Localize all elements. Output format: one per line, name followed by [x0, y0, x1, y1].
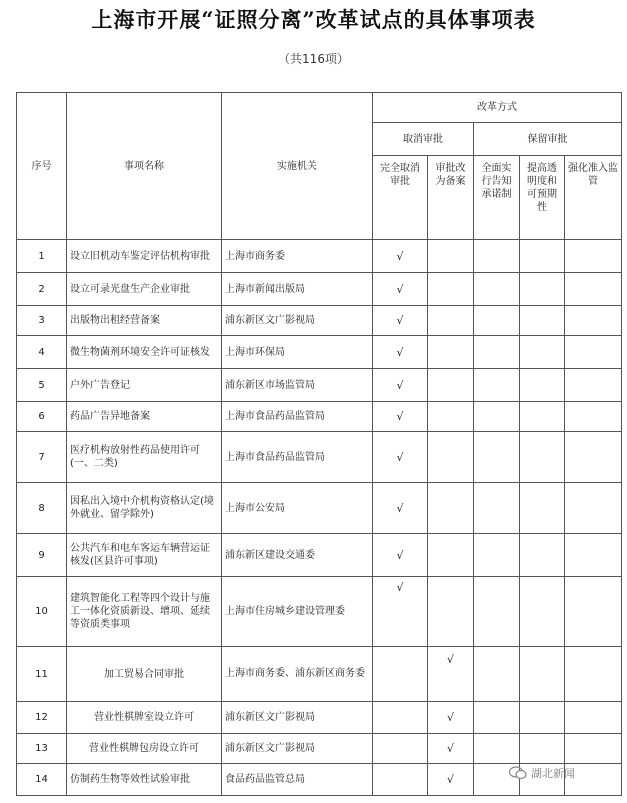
- row-mark-col-2: [428, 432, 474, 483]
- row-item-name: 药品广告异地备案: [67, 402, 222, 432]
- row-agency: 上海市新闻出版局: [222, 273, 373, 306]
- row-mark-col-2: √: [428, 734, 474, 764]
- row-mark-col-4: [520, 483, 565, 534]
- row-mark-col-3: [474, 336, 520, 369]
- row-mark-col-4: [520, 702, 565, 734]
- row-item-name: 医疗机构放射性药品使用许可(一、二类): [67, 432, 222, 483]
- table-row: [17, 483, 622, 534]
- row-mark-col-1: [373, 734, 428, 764]
- row-item-name: 营业性棋牌包房设立许可: [67, 734, 222, 764]
- row-mark-col-3: [474, 273, 520, 306]
- row-item-name: 户外广告登记: [67, 369, 222, 402]
- row-mark-col-5: [565, 534, 622, 577]
- row-mark-col-3: [474, 402, 520, 432]
- items-table: [16, 92, 622, 796]
- row-mark-col-1: √: [373, 432, 428, 483]
- row-mark-col-1: √: [373, 240, 428, 273]
- page-title: 上海市开展“证照分离”改革试点的具体事项表: [91, 7, 536, 32]
- row-item-name: 微生物菌剂环境安全许可证核发: [67, 336, 222, 369]
- row-index: 3: [17, 306, 67, 336]
- row-agency: 上海市食品药品监管局: [222, 432, 373, 483]
- row-item-name: 仿制药生物等效性试验审批: [67, 764, 222, 796]
- header-notify-commit: 全面实行告知承诺制: [474, 156, 520, 240]
- row-mark-col-2: [428, 336, 474, 369]
- header-access-supervision: 强化准入监管: [565, 156, 622, 240]
- row-mark-col-2: [428, 402, 474, 432]
- watermark: [509, 762, 575, 784]
- row-index: 11: [17, 647, 67, 702]
- row-mark-col-5: [565, 336, 622, 369]
- row-mark-col-1: √: [373, 369, 428, 402]
- row-index: 7: [17, 432, 67, 483]
- row-mark-col-3: [474, 534, 520, 577]
- row-mark-col-4: [520, 306, 565, 336]
- row-mark-col-1: √: [373, 483, 428, 534]
- header-to-record: 审批改为备案: [428, 156, 474, 240]
- header-name: 事项名称: [67, 93, 222, 240]
- watermark-text: 湖北新闻: [531, 767, 575, 780]
- header-index: 序号: [17, 93, 67, 240]
- table-row: [17, 402, 622, 432]
- row-mark-col-5: [565, 734, 622, 764]
- row-index: 14: [17, 764, 67, 796]
- row-index: 4: [17, 336, 67, 369]
- header-transparency: 提高透明度和可预期性: [520, 156, 565, 240]
- row-agency: 浦东新区市场监管局: [222, 369, 373, 402]
- table-row: [17, 734, 622, 764]
- row-agency: 上海市环保局: [222, 336, 373, 369]
- row-agency: 上海市公安局: [222, 483, 373, 534]
- row-item-name: 营业性棋牌室设立许可: [67, 702, 222, 734]
- row-mark-col-5: [565, 306, 622, 336]
- header-agency: 实施机关: [222, 93, 373, 240]
- row-mark-col-3: [474, 369, 520, 402]
- table-row: [17, 306, 622, 336]
- table-row: [17, 577, 622, 647]
- row-agency: 上海市食品药品监管局: [222, 402, 373, 432]
- row-index: 8: [17, 483, 67, 534]
- chat-bubble-icon: [509, 766, 527, 780]
- row-agency: 上海市商务委、浦东新区商务委: [222, 647, 373, 702]
- row-mark-col-4: [520, 336, 565, 369]
- row-mark-col-2: [428, 240, 474, 273]
- row-mark-col-3: [474, 577, 520, 647]
- row-item-name: 设立旧机动车鉴定评估机构审批: [67, 240, 222, 273]
- row-mark-col-3: [474, 306, 520, 336]
- row-mark-col-3: [474, 734, 520, 764]
- row-mark-col-2: [428, 273, 474, 306]
- row-mark-col-4: [520, 734, 565, 764]
- row-mark-col-5: [565, 240, 622, 273]
- row-agency: 浦东新区建设交通委: [222, 534, 373, 577]
- row-mark-col-5: [565, 483, 622, 534]
- row-item-name: 公共汽车和电车客运车辆营运证核发(区县许可事项): [67, 534, 222, 577]
- header-full-cancel: 完全取消审批: [373, 156, 428, 240]
- row-mark-col-4: [520, 432, 565, 483]
- row-index: 1: [17, 240, 67, 273]
- row-index: 9: [17, 534, 67, 577]
- table-row: [17, 369, 622, 402]
- row-mark-col-4: [520, 273, 565, 306]
- row-mark-col-5: [565, 432, 622, 483]
- header-cancel-group: 取消审批: [373, 123, 474, 156]
- row-agency: 上海市住房城乡建设管理委: [222, 577, 373, 647]
- row-mark-col-1: √: [373, 402, 428, 432]
- table-row: [17, 647, 622, 702]
- row-mark-col-3: [474, 432, 520, 483]
- row-mark-col-1: [373, 702, 428, 734]
- row-mark-col-5: [565, 402, 622, 432]
- row-agency: 浦东新区文广影视局: [222, 734, 373, 764]
- row-item-name: 设立可录光盘生产企业审批: [67, 273, 222, 306]
- row-mark-col-3: [474, 240, 520, 273]
- table-row: [17, 534, 622, 577]
- row-mark-col-3: [474, 702, 520, 734]
- row-mark-col-4: [520, 534, 565, 577]
- row-mark-col-5: [565, 369, 622, 402]
- row-mark-col-1: √: [373, 273, 428, 306]
- table-row: [17, 702, 622, 734]
- row-index: 6: [17, 402, 67, 432]
- row-agency: 食品药品监管总局: [222, 764, 373, 796]
- row-mark-col-5: [565, 273, 622, 306]
- row-index: 12: [17, 702, 67, 734]
- row-mark-col-1: √: [373, 577, 428, 647]
- row-mark-col-2: [428, 483, 474, 534]
- row-index: 5: [17, 369, 67, 402]
- row-mark-col-2: [428, 577, 474, 647]
- row-item-name: 加工贸易合同审批: [67, 647, 222, 702]
- row-mark-col-1: [373, 647, 428, 702]
- row-mark-col-5: [565, 577, 622, 647]
- row-mark-col-3: [474, 647, 520, 702]
- row-mark-col-4: [520, 369, 565, 402]
- row-mark-col-2: √: [428, 647, 474, 702]
- table-row: [17, 240, 622, 273]
- row-mark-col-1: √: [373, 534, 428, 577]
- row-mark-col-2: √: [428, 764, 474, 796]
- header-reform: 改革方式: [373, 93, 622, 123]
- row-index: 2: [17, 273, 67, 306]
- table-row: [17, 273, 622, 306]
- row-item-name: 出版物出租经营备案: [67, 306, 222, 336]
- row-agency: 上海市商务委: [222, 240, 373, 273]
- row-mark-col-5: [565, 702, 622, 734]
- row-mark-col-2: [428, 306, 474, 336]
- row-item-name: 建筑智能化工程等四个设计与施工一体化资质新设、增项、延续等资质类事项: [67, 577, 222, 647]
- table-row: [17, 336, 622, 369]
- row-mark-col-1: √: [373, 306, 428, 336]
- row-mark-col-4: [520, 240, 565, 273]
- row-mark-col-2: √: [428, 702, 474, 734]
- row-index: 10: [17, 577, 67, 647]
- row-mark-col-4: [520, 402, 565, 432]
- row-mark-col-3: [474, 483, 520, 534]
- header-keep-group: 保留审批: [474, 123, 622, 156]
- row-mark-col-2: [428, 534, 474, 577]
- row-mark-col-4: [520, 647, 565, 702]
- row-index: 13: [17, 734, 67, 764]
- page-subtitle: （共116项）: [278, 52, 349, 66]
- table-row: [17, 432, 622, 483]
- row-agency: 浦东新区文广影视局: [222, 306, 373, 336]
- row-item-name: 因私出入境中介机构资格认定(境外就业、留学除外): [67, 483, 222, 534]
- row-mark-col-1: √: [373, 336, 428, 369]
- row-agency: 浦东新区文广影视局: [222, 702, 373, 734]
- row-mark-col-5: [565, 647, 622, 702]
- row-mark-col-2: [428, 369, 474, 402]
- row-mark-col-4: [520, 577, 565, 647]
- row-mark-col-1: [373, 764, 428, 796]
